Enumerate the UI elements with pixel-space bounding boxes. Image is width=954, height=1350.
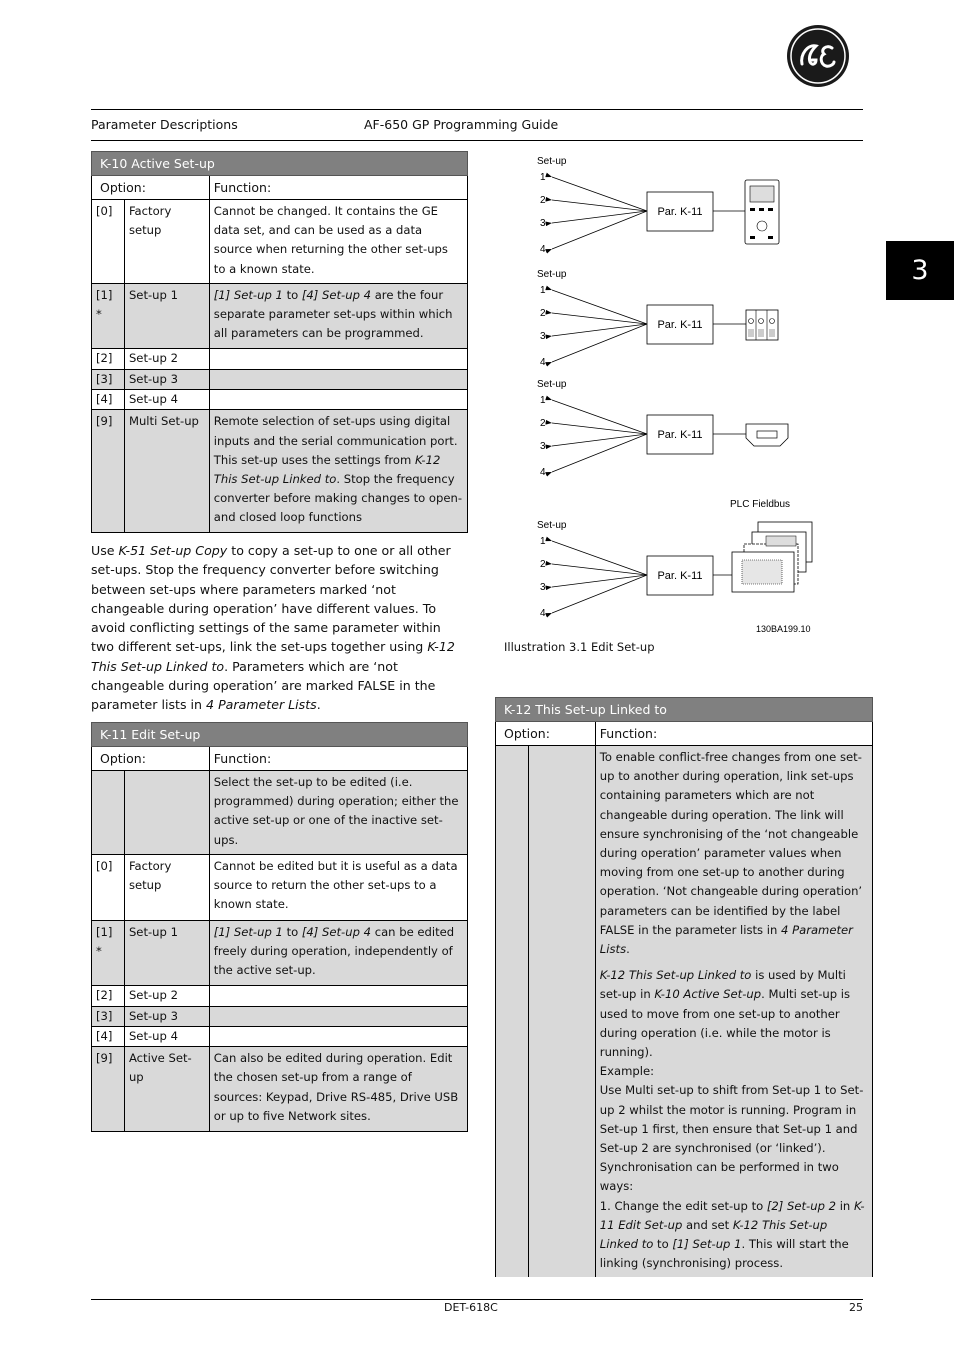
option-function: To enable conflict-free changes from one set-up to another during operation, link set-ups containing parameters which are not changeable during operation. The link will ensure synchronising of the ‘not changeable during operation’ parameter values when moving from one set-up to another during operation. ‘Not changeable during operation’ parameters can be identified by the label FALSE in the parameter lists in 4 Parameter Lists. K-12 This Set-up Linked to is used by Multi set-up in K-10 Active Set-up. Multi set-up is used to move from one set-up to another during operation (i.e. while the motor is running). Example: Use Multi set-up to shift from Set-up 1 to Set-up 2 whilst the motor is running. Program in Set-up 1 first, then ensure that Set-up 1 and Set-up 2 are synchronised (or ‘linked’). Synchronisation can be performed in two ways: 1. Change the edit set-up to [2] Set-up 2 in K-11 Edit Set-up and set K-12 This Set-up Linked to to [1] Set-up 1. This will start the linking (synchronising) process. bbox=[595, 746, 872, 1278]
fieldbus-modules-icon bbox=[732, 522, 812, 592]
svg-text:3: 3 bbox=[540, 582, 546, 593]
table-row bbox=[92, 284, 468, 349]
option-name: Factory setup bbox=[124, 200, 209, 284]
ge-logo bbox=[786, 24, 850, 88]
option-code: [3] bbox=[92, 370, 125, 390]
svg-text:Set-up: Set-up bbox=[537, 520, 567, 531]
k11-table bbox=[91, 722, 468, 1132]
svg-text:Par. K-11: Par. K-11 bbox=[657, 570, 703, 582]
k10-title: K-10 Active Set-up bbox=[92, 152, 468, 176]
option-function: [1] Set-up 1 to [4] Set-up 4 can be edited freely during operation, independently of the active set-up. bbox=[209, 920, 467, 985]
svg-text:2: 2 bbox=[540, 308, 546, 319]
diagram-group-keypad bbox=[537, 156, 779, 255]
svg-text:3: 3 bbox=[540, 441, 546, 452]
option-name: Set-up 2 bbox=[124, 985, 209, 1006]
option-function: Remote selection of set-ups using digital inputs and the serial communication port. This set-up uses the settings from K-12 This Set-up Linked to. Stop the frequency converter before making changes to open- and closed loop functions bbox=[209, 410, 467, 533]
option-code: [0] bbox=[92, 200, 125, 284]
svg-text:4: 4 bbox=[540, 608, 546, 619]
diagram-group-usb bbox=[537, 379, 788, 478]
svg-text:2: 2 bbox=[540, 418, 546, 429]
svg-text:3: 3 bbox=[540, 218, 546, 229]
k10-table bbox=[91, 151, 468, 533]
svg-text:4: 4 bbox=[540, 244, 546, 255]
table-row bbox=[92, 985, 468, 1006]
option-code: [1] * bbox=[92, 284, 125, 349]
setup-label: Set-up bbox=[537, 156, 567, 167]
edit-setup-diagram bbox=[530, 150, 830, 640]
option-code: [2] bbox=[92, 985, 125, 1006]
option-code: [4] bbox=[92, 390, 125, 410]
k12-title: K-12 This Set-up Linked to bbox=[496, 698, 873, 722]
usb-port-icon bbox=[746, 424, 788, 446]
table-row bbox=[92, 1047, 468, 1132]
table-row bbox=[496, 746, 873, 1278]
option-code: [1] * bbox=[92, 920, 125, 985]
diagram-code: 130BA199.10 bbox=[756, 624, 811, 634]
illustration-caption: Illustration 3.1 Edit Set-up bbox=[504, 640, 655, 654]
table-row bbox=[92, 771, 468, 855]
option-name: Active Set-up bbox=[124, 1047, 209, 1132]
svg-text:3: 3 bbox=[540, 331, 546, 342]
option-function: Cannot be changed. It contains the GE data set, and can be used as a data source when returning the other set-ups to a known state. bbox=[209, 200, 467, 284]
body-paragraph: Use K-51 Set-up Copy to copy a set-up to one or all other set-ups. Stop the frequency converter before switching between set-ups where parameters marked ‘not changeable during operation’ have different values. To avoid conflicting settings of the same parameter within two different set-ups, link the set-ups together using K-12 This Set-up Linked to. Parameters which are ‘not changeable during operation’ are marked FALSE in the parameter lists in 4 Parameter Lists. bbox=[91, 543, 455, 713]
table-row bbox=[92, 370, 468, 390]
option-name: Set-up 4 bbox=[124, 1027, 209, 1047]
k11-function-label: Function: bbox=[209, 747, 467, 771]
svg-text:Par. K-11: Par. K-11 bbox=[657, 429, 703, 441]
header-guide-title: AF-650 GP Programming Guide bbox=[364, 117, 559, 132]
table-row bbox=[92, 410, 468, 533]
table-row bbox=[92, 390, 468, 410]
table-row bbox=[92, 920, 468, 985]
par-label: Par. K-11 bbox=[657, 206, 703, 218]
option-code: [4] bbox=[92, 1027, 125, 1047]
option-function: [1] Set-up 1 to [4] Set-up 4 are the four separate parameter set-ups within which all parameters can be programmed. bbox=[209, 284, 467, 349]
option-function: Select the set-up to be edited (i.e. programmed) during operation; either the active set-up or one of the inactive set-ups. bbox=[209, 771, 467, 855]
plc-fieldbus-label: PLC Fieldbus bbox=[730, 499, 791, 510]
option-name: Set-up 1 bbox=[124, 920, 209, 985]
page-number: 25 bbox=[849, 1301, 863, 1314]
option-name: Set-up 2 bbox=[124, 349, 209, 370]
header-section-title: Parameter Descriptions bbox=[91, 117, 238, 132]
option-code: [2] bbox=[92, 349, 125, 370]
footer-rule bbox=[91, 1299, 863, 1300]
option-name: Set-up 3 bbox=[124, 370, 209, 390]
k11-title: K-11 Edit Set-up bbox=[92, 723, 468, 747]
table-row bbox=[92, 200, 468, 284]
svg-text:2: 2 bbox=[540, 559, 546, 570]
svg-text:1: 1 bbox=[540, 536, 546, 547]
svg-text:4: 4 bbox=[540, 357, 546, 368]
svg-text:Set-up: Set-up bbox=[537, 379, 567, 390]
k12-function-label: Function: bbox=[595, 722, 872, 746]
svg-text:1: 1 bbox=[540, 395, 546, 406]
svg-text:2: 2 bbox=[540, 195, 546, 206]
diagram-group-terminal bbox=[537, 269, 778, 368]
svg-text:4: 4 bbox=[540, 467, 546, 478]
diagram-group-fieldbus bbox=[537, 520, 812, 619]
option-name: Multi Set-up bbox=[124, 410, 209, 533]
svg-text:1: 1 bbox=[540, 285, 546, 296]
k12-table bbox=[495, 697, 873, 1277]
option-code: [3] bbox=[92, 1006, 125, 1026]
option-function: Cannot be edited but it is useful as a data source to return the other set-ups to a known state. bbox=[209, 854, 467, 920]
k10-option-label: Option: bbox=[92, 176, 210, 200]
table-row bbox=[92, 1027, 468, 1047]
keypad-icon bbox=[745, 180, 779, 244]
svg-text:Set-up: Set-up bbox=[537, 269, 567, 280]
option-name: Set-up 1 bbox=[124, 284, 209, 349]
option-name: Set-up 3 bbox=[124, 1006, 209, 1026]
table-row bbox=[92, 854, 468, 920]
svg-text:1: 1 bbox=[540, 172, 546, 183]
option-function: Can also be edited during operation. Edit the chosen set-up from a range of sources: Keypad, Drive RS-485, Drive USB or up to five Network sites. bbox=[209, 1047, 467, 1132]
option-name: Factory setup bbox=[124, 854, 209, 920]
terminal-block-icon bbox=[746, 310, 778, 340]
k10-function-label: Function: bbox=[209, 176, 467, 200]
chapter-tab: 3 bbox=[886, 241, 954, 300]
k11-option-label: Option: bbox=[92, 747, 210, 771]
option-code: [9] bbox=[92, 1047, 125, 1132]
option-name: Set-up 4 bbox=[124, 390, 209, 410]
table-row bbox=[92, 1006, 468, 1026]
footer-doc-id: DET-618C bbox=[444, 1301, 498, 1314]
option-code: [0] bbox=[92, 854, 125, 920]
option-code: [9] bbox=[92, 410, 125, 533]
table-row bbox=[92, 349, 468, 370]
k12-option-label: Option: bbox=[496, 722, 596, 746]
svg-text:Par. K-11: Par. K-11 bbox=[657, 319, 703, 331]
